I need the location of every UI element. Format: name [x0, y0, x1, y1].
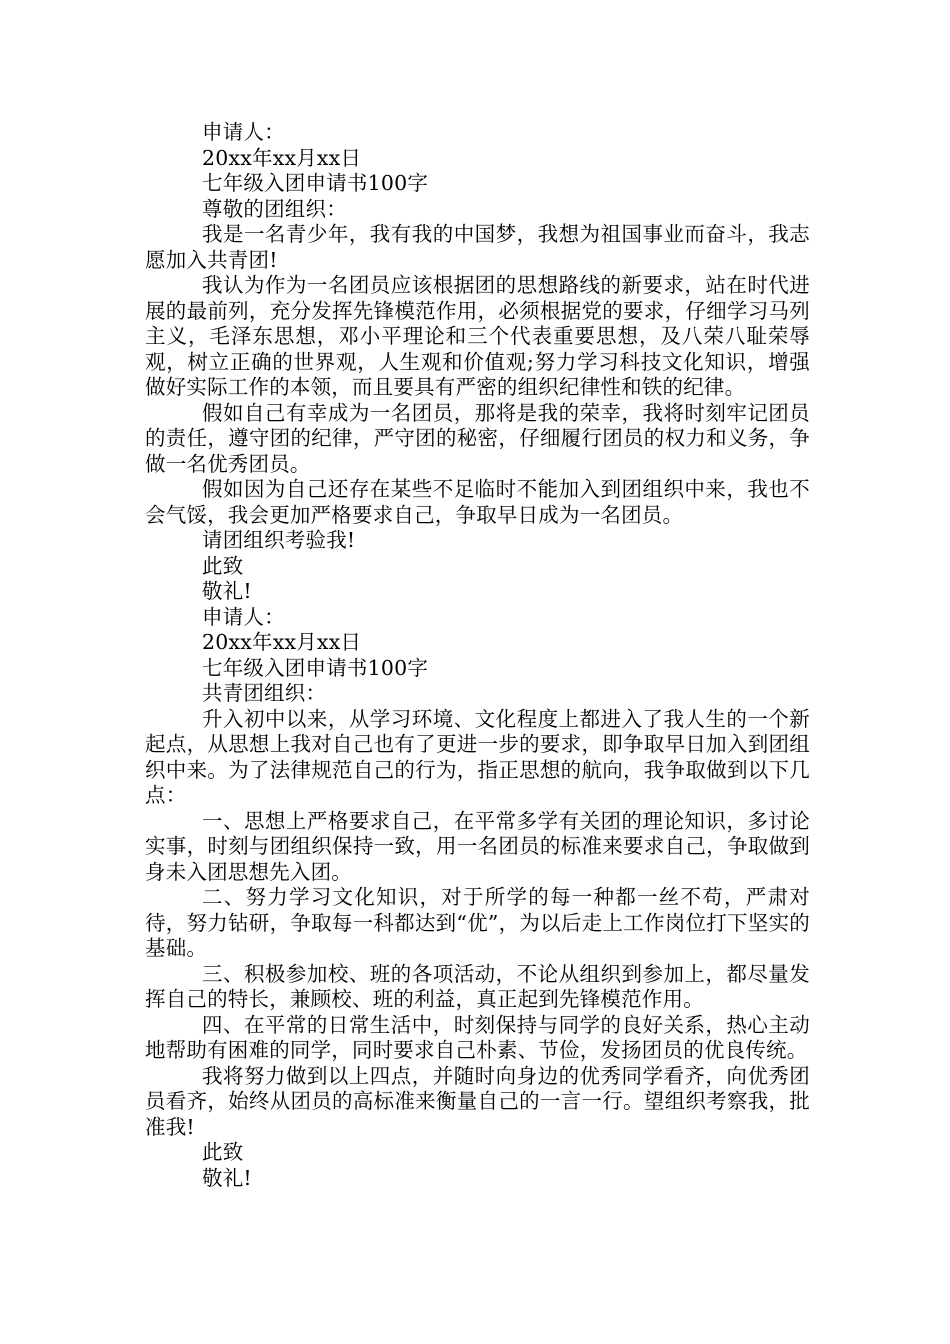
closing-regards-2: 敬礼! — [202, 1165, 252, 1190]
closing-regards-1: 敬礼! — [202, 579, 252, 603]
closing-line-2: 此致 — [202, 1140, 244, 1164]
date-line-1: 20xx年xx月xx日 — [202, 145, 362, 170]
body-paragraph: 三、积极参加校、班的各项活动，不论从组织到参加上，都尽量发挥自己的特长，兼顾校、班的利益，真正起到先锋模范作用。 — [145, 961, 810, 1011]
letter-title-1: 七年级入团申请书100字 — [202, 171, 429, 195]
body-paragraph: 一、思想上严格要求自己，在平常多学有关团的理论知识，多讨论实事，时刻与团组织保持一致，用一名团员的标准来要求自己，争取做到身未入团思想先入团。 — [145, 808, 810, 884]
body-paragraph: 升入初中以来，从学习环境、文化程度上都进入了我人生的一个新起点，从思想上我对自己也有了更进一步的要求，即争取早日加入到团组织中来。为了法律规范自己的行为，指正思想的航向，我争取做到以下几点： — [145, 706, 810, 807]
letter-title-2: 七年级入团申请书100字 — [202, 655, 429, 680]
applicant-label-2: 申请人： — [202, 604, 285, 629]
body-paragraph: 二、努力学习文化知识，对于所学的每一种都一丝不苟，严肃对待，努力钻研，争取每一科都达到“优”，为以后走上工作岗位打下坚实的基础。 — [145, 885, 810, 960]
body-paragraph: 假如因为自己还存在某些不足临时不能加入到团组织中来，我也不会气馁，我会更加严格要求自己，争取早日成为一名团员。 — [145, 477, 810, 527]
body-paragraph: 我将努力做到以上四点，并随时向身边的优秀同学看齐，向优秀团员看齐，始终从团员的高标准来衡量自己的一言一行。望组织考察我，批准我! — [145, 1063, 810, 1139]
closing-line-1: 此致 — [202, 553, 244, 578]
date-line-2: 20xx年xx月xx日 — [202, 630, 362, 654]
body-paragraph: 四、在平常的日常生活中，时刻保持与同学的良好关系，热心主动地帮助有困难的同学，同时要求自己朴素、节俭，发扬团员的优良传统。 — [145, 1012, 810, 1062]
body-paragraph: 请团组织考验我! — [202, 528, 356, 552]
applicant-label-1: 申请人： — [202, 120, 285, 144]
body-paragraph: 我认为作为一名团员应该根据团的思想路线的新要求，站在时代进展的最前列，充分发挥先锋模范作用，必须根据党的要求，仔细学习马列主义，毛泽东思想，邓小平理论和三个代表重要思想，及八荣八耻荣辱观，树立正确的世界观，人生观和价值观;努力学习科技文化知识，增强做好实际工作的本领，而且要具有严密的组织纪律性和铁的纪律。 — [145, 273, 810, 399]
body-paragraph: 我是一名青少年，我有我的中国梦，我想为祖国事业而奋斗，我志愿加入共青团! — [145, 222, 810, 272]
body-paragraph: 假如自己有幸成为一名团员，那将是我的荣幸，我将时刻牢记团员的责任，遵守团的纪律，严守团的秘密，仔细履行团员的权力和义务，争做一名优秀团员。 — [145, 400, 810, 476]
salutation-2: 共青团组织： — [202, 681, 327, 705]
salutation-1: 尊敬的团组织： — [202, 196, 347, 221]
document-body — [145, 120, 810, 1191]
